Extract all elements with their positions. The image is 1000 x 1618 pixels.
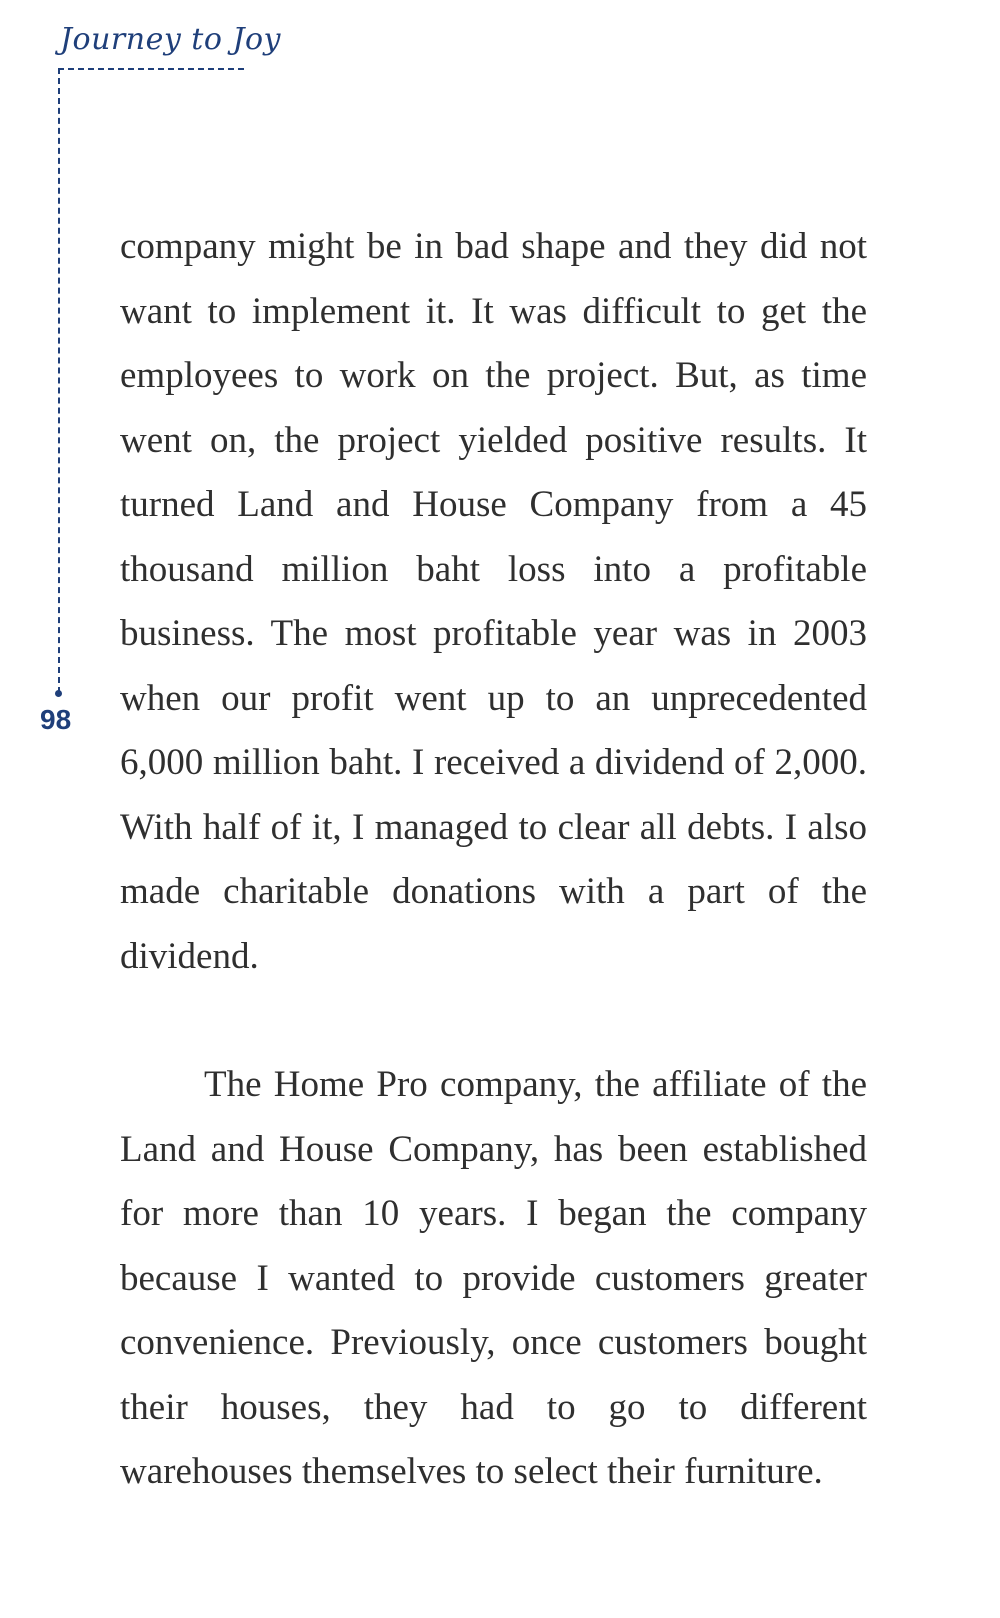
page-number: 98 [40, 704, 72, 735]
running-title: Journey to Joy [60, 22, 281, 57]
margin-dashed-rule [58, 68, 60, 693]
paragraph: The Home Pro company, the affiliate of the Land and House Company, has been established for more than 10 years. I began the company because I wanted to provide customers greater convenience. Previously, once customers bought their houses, they had to go to different warehouses themselves to select their furniture. [120, 1064, 867, 1492]
body-text [120, 215, 867, 1505]
paragraph: company might be in bad shape and they did not want to implement it. It was difficult to get the employees to work on the project. But, as time went on, the project yielded positive results. It turned Land and House Company from a 45 thousand million baht loss into a profitable business. The most profitable year was in 2003 when our profit went up to an unprecedented 6,000 million baht. I received a dividend of 2,000. With half of it, I managed to clear all debts. I also made charitable donations with a part of the dividend. [120, 226, 867, 977]
rule-end-dot [55, 690, 62, 697]
header-dashed-rule [58, 68, 244, 70]
